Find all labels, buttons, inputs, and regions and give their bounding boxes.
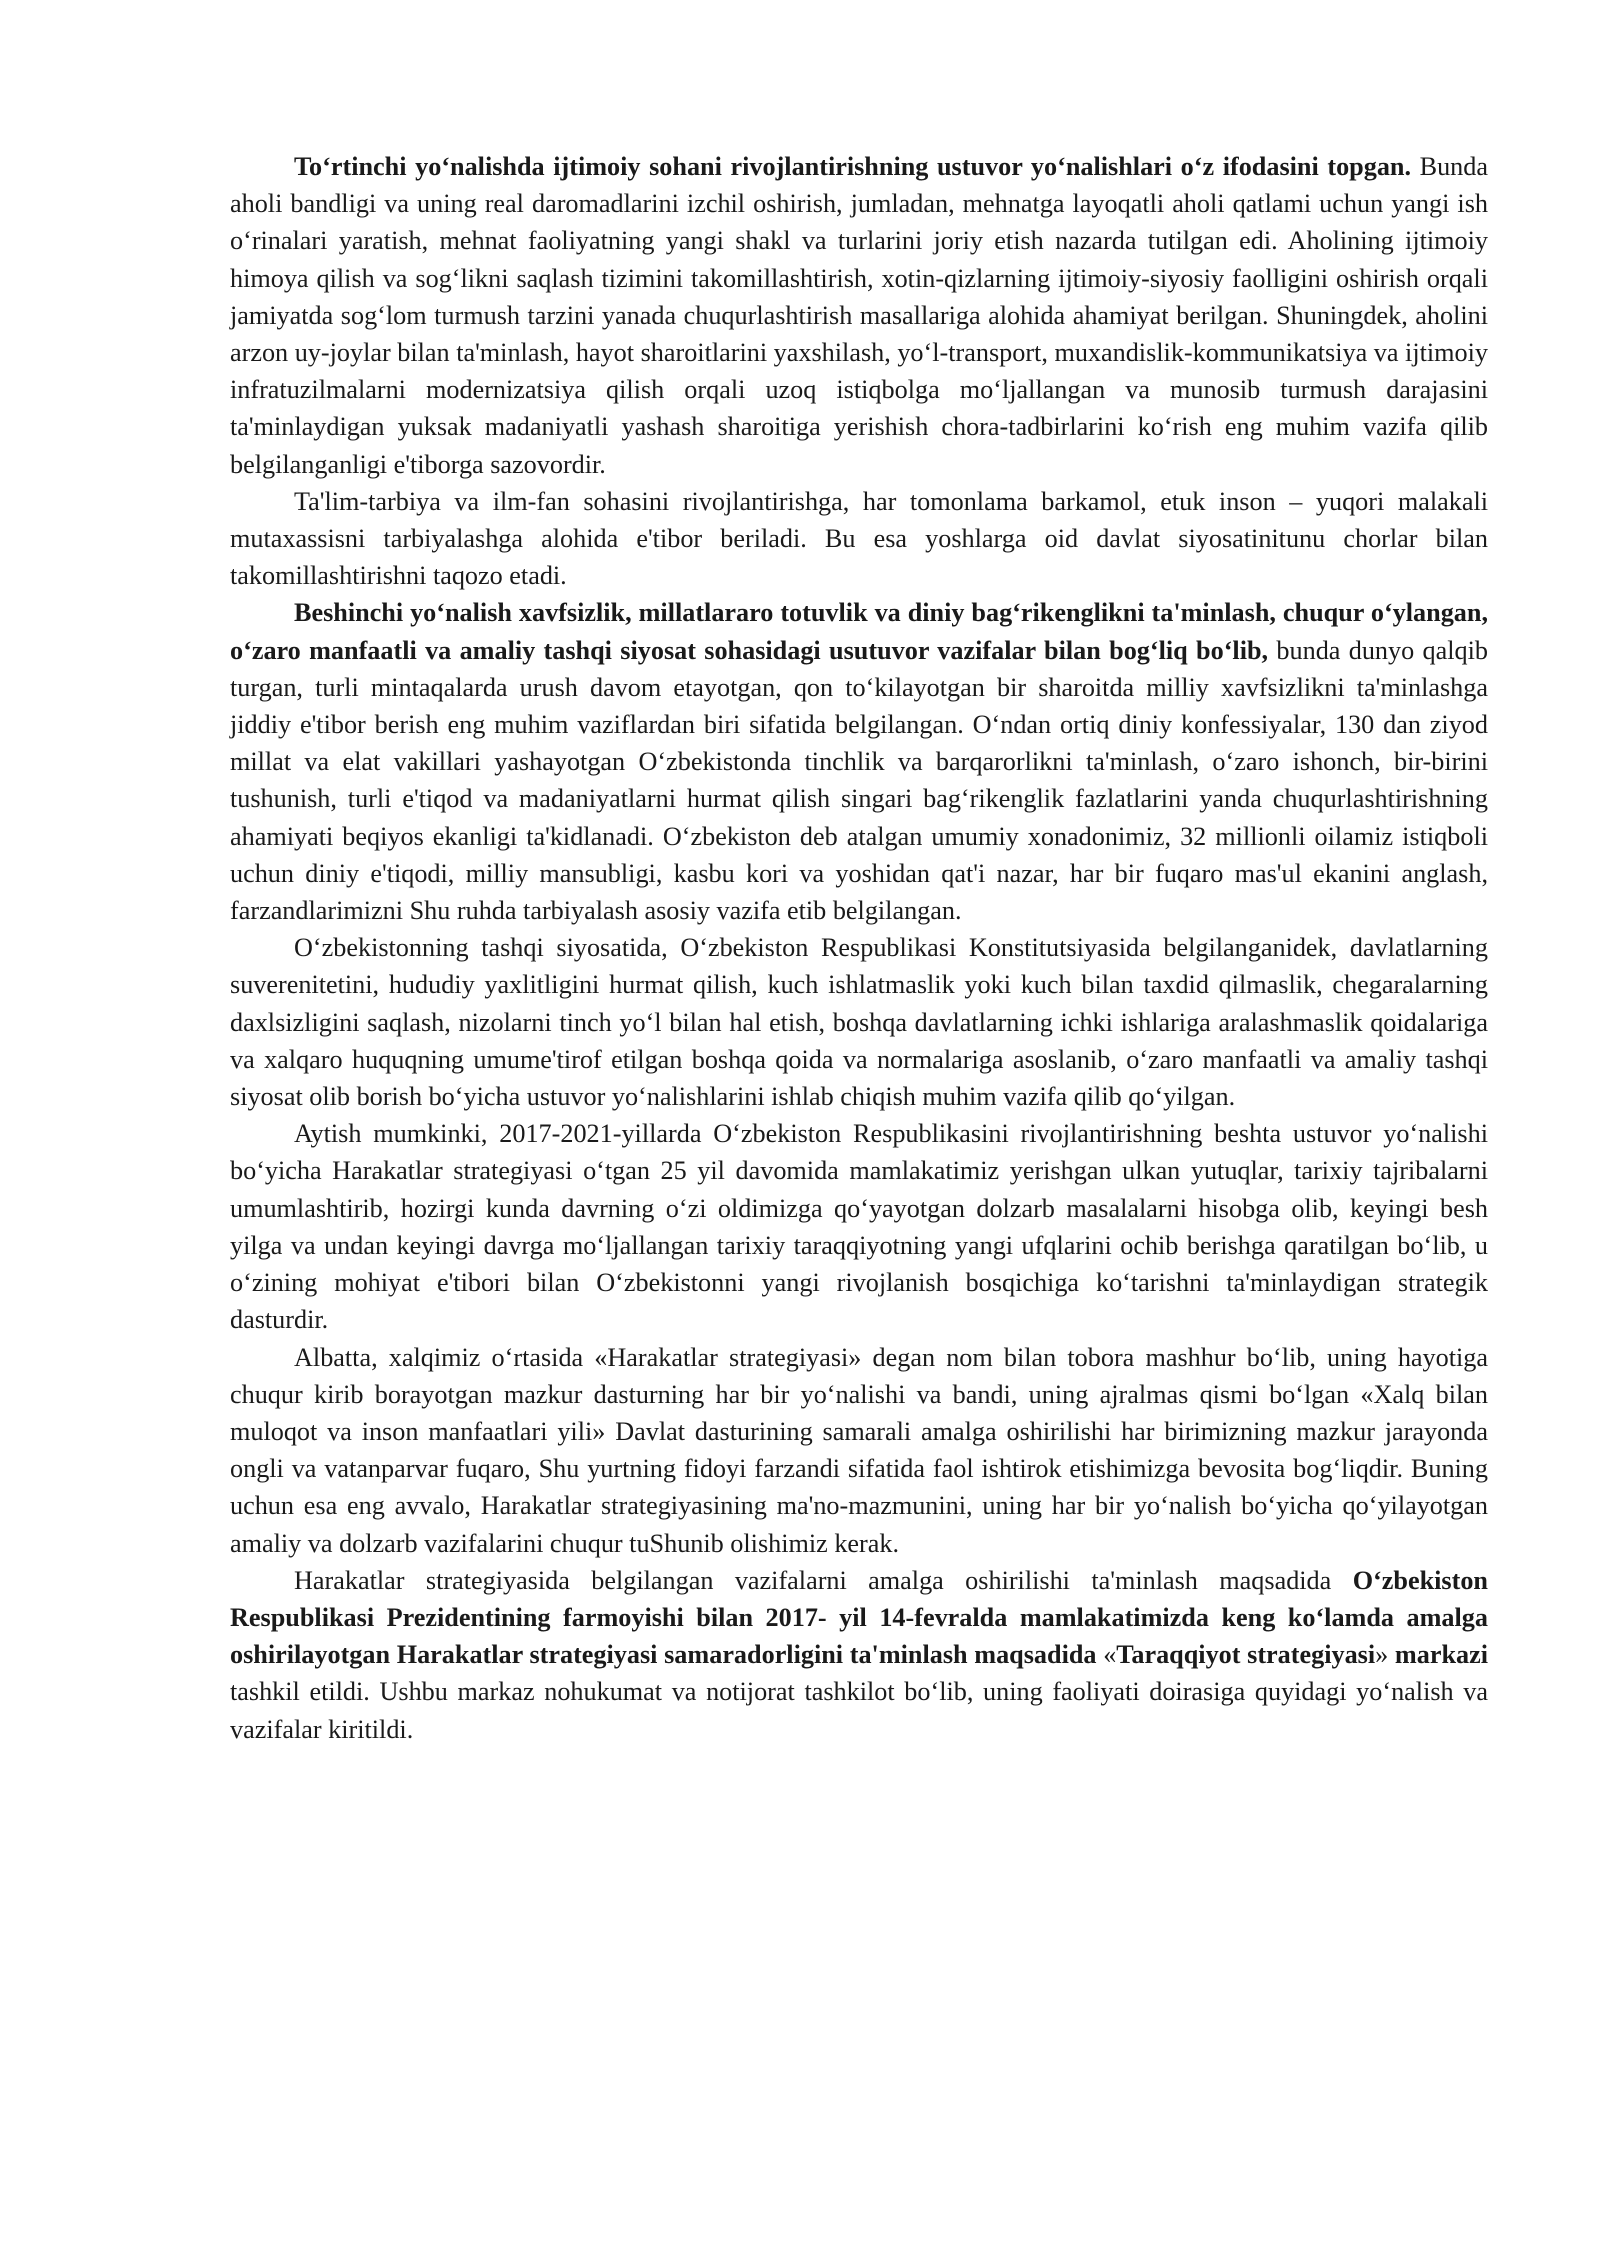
paragraph-body: Aytish mumkinki, 2017-2021-yillarda O‘zbekiston Respublikasini rivojlantirishning beshta ustuvor yo‘nalishi bo‘yicha Harakatlar strategiyasi o‘tgan 25 yil davomida mamlakatimiz yerishgan ulkan yutuqlar, tarixiy tajribalarni umumlashtirib, hozirgi kunda davrning o‘zi oldimizga qo‘yayotgan dolzarb masalalarni hisobga olib, keyingi besh yilga va undan keyingi davrga mo‘ljallangan tarixiy taraqqiyotning yangi ufqlarini ochib berishga qaratilgan bo‘lib, u o‘zining mohiyat e'tibori bilan O‘zbekistonni yangi rivojlanish bosqichiga ko‘tarishni ta'minlaydigan strategik dasturdir. [230,1119,1488,1335]
paragraph-body: Bunda aholi bandligi va uning real daromadlarini izchil oshirish, jumladan, mehnatga layoqatli aholi qatlami uchun yangi ish o‘rinalari yaratish, mehnat faoliyatning yangi shakl va turlarini joriy etish nazarda tutilgan edi. Aholining ijtimoiy himoya qilish va sog‘likni saqlash tizimini takomillashtirish, xotin-qizlarning ijtimoiy-siyosiy faolligini oshirish orqali jamiyatda sog‘lom turmush tarzini yanada chuqurlashtirish masallariga alohida ahamiyat berilgan. Shuningdek, aholini arzon uy-joylar bilan ta'minlash, hayot sharoitlarini yaxshilash, yo‘l-transport, muxandislik-kommunikatsiya va ijtimoiy infratuzilmalarni modernizatsiya qilish orqali uzoq istiqbolga mo‘ljallangan va munosib turmush darajasini ta'minlaydigan yuksak madaniyatli yashash sharoitiga yerishish chora-tadbirlarini ko‘rish eng muhim vazifa qilib belgilanganligi e'tiborga sazovordir. [230,152,1488,479]
paragraph-strategy-overview [230,1115,1488,1338]
paragraph-lead-bold: To‘rtinchi yo‘nalishda ijtimoiy sohani rivojlantirishning ustuvor yo‘nalishlari o‘z ifodasini topgan. [294,152,1412,181]
paragraph-security [230,594,1488,929]
paragraph-foreign-policy [230,929,1488,1115]
paragraph-body: tashkil etildi. Ushbu markaz nohukumat va notijorat tashkilot bo‘lib, uning faoliyati doirasiga quyidagi yo‘nalish va vazifalar kiritildi. [230,1677,1488,1744]
paragraph-lead-bold: Beshinchi yo‘nalish xavfsizlik, millatlararo totuvlik va diniy bag‘rikenglikni ta'minlash, chuqur o‘ylangan, o‘zaro manfaatli va amaliy tashqi siyosat sohasidagi usutuvor vazifalar bilan bog‘liq bo‘lib, [230,598,1488,665]
paragraph-inline-bold: Taraqqiyot strategiyasi [1116,1640,1376,1670]
paragraph-body: O‘zbekistonning tashqi siyosatida, O‘zbekiston Respublikasi Konstitutsiyasida belgilanganidek, davlatlarning suverenitetini, hududiy yaxlitligini hurmat qilish, kuch ishlatmaslik yoki kuch bilan taxdid qilmaslik, chegaralarning daxlsizligini saqlash, nizolarni tinch yo‘l bilan hal etish, boshqa davlatlarning ichki ishlariga aralashmaslik qoidalariga va xalqaro huquqning umume'tirof etilgan boshqa qoida va normalariga asoslanib, o‘zaro manfaatli va amaliy tashqi siyosat olib borish bo‘yicha ustuvor yo‘nalishlarini ishlab chiqish muhim vazifa qilib qo‘yilgan. [230,933,1488,1112]
paragraph-social-sphere [230,148,1488,483]
paragraph-body: Ta'lim-tarbiya va ilm-fan sohasini rivojlantirishga, har tomonlama barkamol, etuk inson – yuqori malakali mutaxassisni tarbiyalashga alohida e'tibor beriladi. Bu esa yoshlarga oid davlat siyosatinitunu chorlar bilan takomillashtirishni taqozo etadi. [230,486,1488,591]
paragraph-body: » [1375,1640,1395,1670]
paragraph-body: bunda dunyo qalqib turgan, turli mintaqalarda urush davom etayotgan, qon to‘kilayotgan bir sharoitda milliy xavfsizlikni ta'minlashga jiddiy e'tibor berish eng muhim vaziflardan biri sifatida belgilangan. O‘ndan ortiq diniy konfessiyalar, 130 dan ziyod millat va elat vakillari yashayotgan O‘zbekistonda tinchlik va barqarorlikni ta'minlash, o‘zaro ishonch, bir-birini tushunish, turli e'tiqod va madaniyatlarni hurmat qilish singari bag‘rikenglik fazlatlarini yanda chuqurlashtirishning ahamiyati beqiyos ekanligi ta'kidlanadi. O‘zbekiston deb atalgan umumiy xonadonimiz, 32 millionli oilamiz istiqboli uchun diniy e'tiqodi, milliy mansubligi, kasbu kori va yoshidan qat'i nazar, har bir fuqaro mas'ul ekanini anglash, farzandlarimizni Shu ruhda tarbiyalash asosiy vazifa etib belgilangan. [230,635,1488,926]
paragraph-inline-bold: markazi [1394,1640,1489,1670]
paragraph-body: Albatta, xalqimiz o‘rtasida «Harakatlar strategiyasi» degan nom bilan tobora mashhur bo‘lib, uning hayotiga chuqur kirib borayotgan mazkur dasturning har bir yo‘nalishi va bandi, uning ajralmas qismi bo‘lgan «Xalq bilan muloqot va inson manfaatlari yili» Davlat dasturining samarali amalga oshirilishi har birimizning mazkur jarayonda ongli va vatanparvar fuqaro, Shu yurtning fidoyi farzandi sifatida faol ishtirok etishimizga bevosita bog‘liqdir. Buning uchun esa eng avvalo, Harakatlar strategiyasining ma'no-mazmunini, uning har bir yo‘nalish bo‘yicha qo‘yilayotgan amaliy va dolzarb vazifalarini chuqur tuShunib olishimiz kerak. [230,1342,1488,1558]
paragraph-strategy-center [230,1562,1488,1748]
paragraph-inline-bold: O‘zbekiston Respublikasi Prezidentining farmoyishi bilan 2017- yil 14-fevralda mamlakatimizda keng ko‘lamda amalga oshirilayotgan Harakatlar strategiyasi samaradorligini ta'minlash maqsadida [230,1565,1488,1670]
paragraph-education [230,483,1488,595]
paragraph-body: Harakatlar strategiyasida belgilangan vazifalarni amalga oshirilishi ta'minlash maqsadida [294,1565,1353,1595]
paragraph-body: « [1096,1640,1117,1670]
paragraph-strategy-popularity [230,1339,1488,1562]
